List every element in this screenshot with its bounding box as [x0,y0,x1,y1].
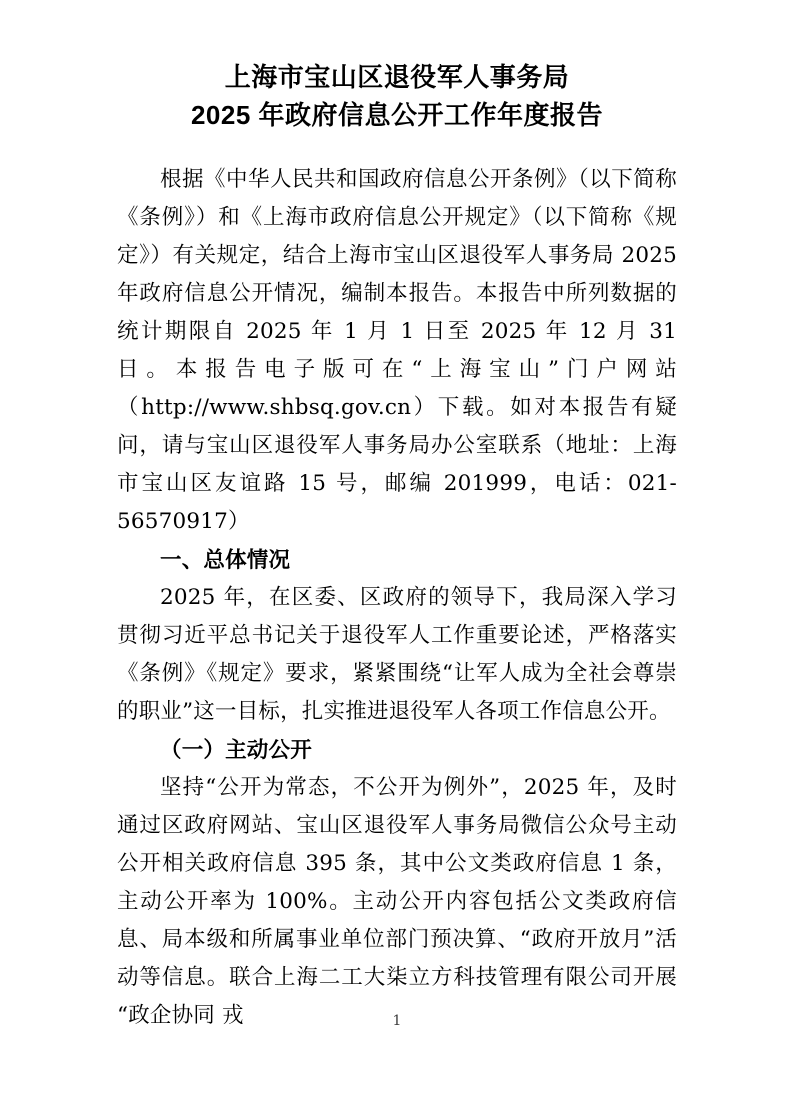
paragraph-proactive-disclosure: 坚持“公开为常态，不公开为例外”，2025 年，及时通过区政府网站、宝山区退役军人事务局微信公众号主动公开相关政府信息 395 条，其中公文类政府信息 1 条，主动公开率为 100%。主动公开内容包括公文类政府信息、局本级和所属事业单位部门预决算、“政府开放月”活动等信息。联合上海二工大柒立方科技管理有限公司开展“政企协同 戎 [117,775,677,1028]
document-title-line-2: 2025 年政府信息公开工作年度报告 [190,100,604,130]
heading-section-overall-situation: 一、总体情况 [160,548,291,572]
document-title-line-1: 上海市宝山区退役军人事务局 [224,62,570,92]
page-number: 1 [392,1013,402,1029]
paragraph-overall-situation: 2025 年，在区委、区政府的领导下，我局深入学习贯彻习近平总书记关于退役军人工作重要论述，严格落实《条例》《规定》要求，紧紧围绕“让军人成为全社会尊崇的职业”这一目标，扎实推进退役军人各项工作信息公开。 [117,585,677,724]
paragraph-preamble: 根据《中华人民共和国政府信息公开条例》（以下简称《条例》）和《上海市政府信息公开规定》（以下简称《规定》）有关规定，结合上海市宝山区退役军人事务局 2025 年政府信息公开情况，编制本报告。本报告中所列数据的统计期限自 2025 年 1 月 1 日至 2025 年 12 月 31 日。本报告电子版可在“上海宝山”门户网站（http://www.shbsq.gov.cn）下载。如对本报告有疑问，请与宝山区退役军人事务局办公室联系（地址：上海市宝山区友谊路 15 号，邮编 201999，电话：021-56570917） [117,167,677,534]
page-content [117,0,677,1035]
document-title [117,0,677,134]
heading-subsection-proactive-disclosure: （一）主动公开 [160,738,312,762]
page-footer [0,1010,794,1029]
